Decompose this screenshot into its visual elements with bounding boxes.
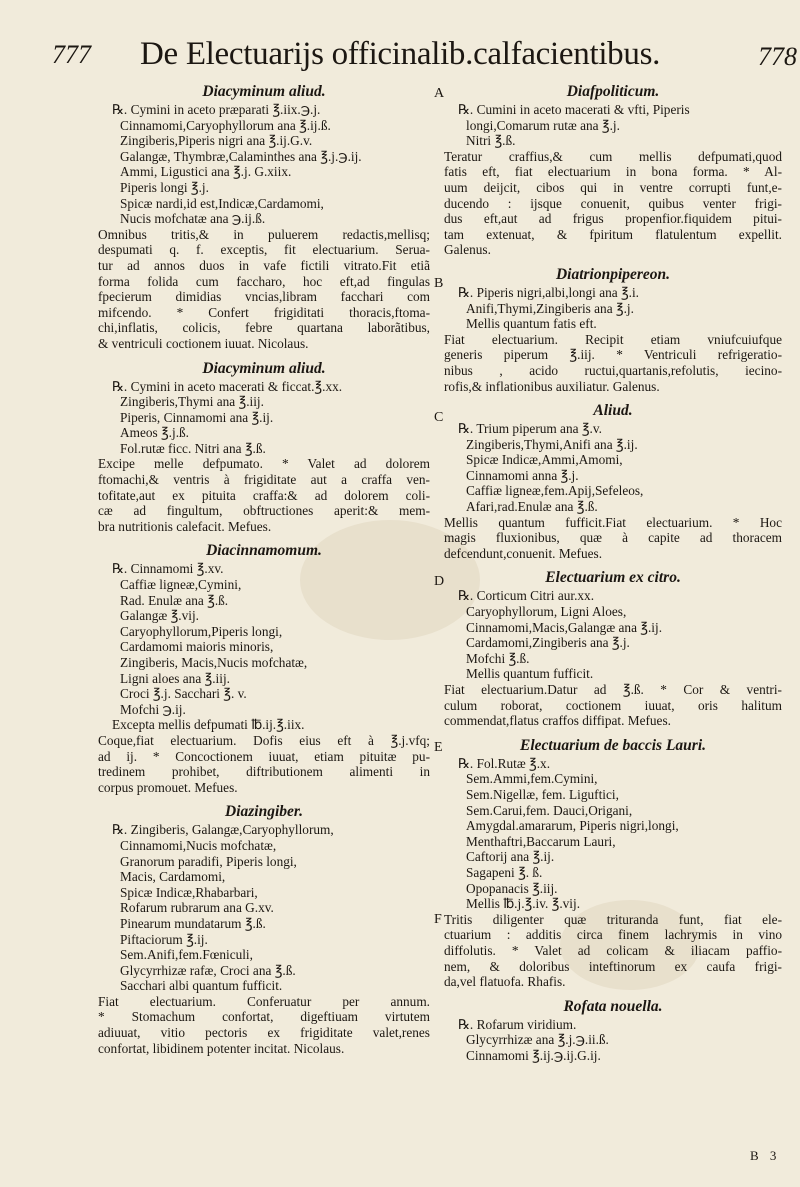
text-line: Mellis quantum fufficit.Fiat electuarium. * Hoc <box>444 514 782 530</box>
text-line: Cinnamomi ℥.ij.℈.ij.G.ij. <box>466 1047 601 1063</box>
text-line: tredinem prohibet, diftributionem alimenti in <box>98 764 430 780</box>
text-line: commendat,flatus craffos diffipat. Mefues. <box>444 713 671 729</box>
text-line: Menthaftri,Baccarum Lauri, <box>466 833 616 849</box>
recipe-heading: Diacinnamomum. <box>206 542 322 560</box>
text-line: Fiat electuarium.Datur ad ℥.ß. * Cor & ventri- <box>444 682 782 697</box>
text-line: Amygdal.amararum, Piperis nigri,longi, <box>466 818 679 834</box>
recipe-heading: Electuarium ex citro. <box>545 569 681 587</box>
text-line: Sem.Anifi,fem.Fœniculi, <box>120 947 253 963</box>
text-line: Piftaciorum ℥.ij. <box>120 931 208 947</box>
text-line: ℞. Cumini in aceto macerati & vfti, Piperis <box>458 102 690 117</box>
text-line: Zingiberis,Thymi ana ℥.iij. <box>120 394 264 410</box>
text-line: Fiat electuarium. Conferuatur per annum. <box>98 993 430 1009</box>
page-number-right: 778 <box>758 42 797 71</box>
running-head <box>40 36 800 80</box>
text-line: adiuuat, vitio pectoris ex frigiditate valet,renes <box>98 1025 430 1041</box>
text-line: fatis eft, fiat electuarium in bona forma. * Al- <box>444 164 782 180</box>
text-line: Mofchi ℥.ß. <box>466 650 530 666</box>
text-line: ℞. Piperis nigri,albi,longi ana ℥.i. <box>458 284 639 300</box>
text-line: chi,inflatis, colicis, febre quartana laborãtibus, <box>98 320 430 336</box>
recipe-heading: Diacyminum aliud. <box>202 359 326 377</box>
text-line: Ammi, Ligustici ana ℥.j. G.xiix. <box>120 164 292 180</box>
text-line: Fol.rutæ ficc. Nitri ana ℥.ß. <box>120 440 266 456</box>
text-line: ftomachi,& ventris à frigiditate aut a craffa ven- <box>98 472 430 488</box>
text-line: Caryophyllorum,Piperis longi, <box>120 623 283 639</box>
text-line: Granorum paradifi, Piperis longi, <box>120 853 297 869</box>
text-line: nibus , acido ructui,quartanis,refolutis, iecino- <box>444 362 782 378</box>
text-line: Caffiæ ligneæ,Cymini, <box>120 577 242 593</box>
text-line: Caryophyllorum, Ligni Aloes, <box>466 604 627 620</box>
text-line: Galangæ, Thymbræ,Calaminthes ana ℥.j.℈.ij. <box>120 148 362 164</box>
text-line: ℞. Corticum Citri aur.xx. <box>458 588 595 604</box>
margin-letter-f: F <box>434 912 442 927</box>
text-line: Coque,fiat electuarium. Dofis eius eft à ℥.j.vfq; <box>98 732 430 748</box>
text-line: Mellis ℔.j.℥.iv. ℥.vij. <box>466 896 581 912</box>
text-line: Cinnamomi,Caryophyllorum ana ℥.ij.ß. <box>120 117 331 133</box>
text-line: ℞. Cymini in aceto præparati ℥.iix.℈.j. <box>112 102 321 117</box>
text-line: rofis,& inflationibus auxiliatur. Galenus. <box>444 378 660 394</box>
text-line: Anifi,Thymi,Zingiberis ana ℥.j. <box>466 300 634 316</box>
page-number-left: 777 <box>52 40 91 69</box>
margin-letter-b: B <box>434 276 444 291</box>
text-line: Galenus. <box>444 242 491 258</box>
text-line: Teratur craffius,& cum mellis defpumati,quod <box>444 148 782 164</box>
text-line: ℞. Cinnamomi ℥.xv. <box>112 561 224 577</box>
text-line: confortat, libidinem potenter incitat. Nicolaus. <box>98 1040 345 1056</box>
text-line: Spicæ Indicæ,Rhabarbari, <box>120 884 258 900</box>
text-line: Croci ℥.j. Sacchari ℥. v. <box>120 686 247 702</box>
text-line: Glycyrrhizæ ana ℥.j.℈.ii.ß. <box>466 1032 609 1048</box>
margin-letter-a: A <box>434 86 445 101</box>
text-line: Cinnamomi,Macis,Galangæ ana ℥.ij. <box>466 619 663 635</box>
text-line: longi,Comarum rutæ ana ℥.j. <box>466 117 620 133</box>
text-line: Afari,rad.Enulæ ana ℥.ß. <box>466 499 598 515</box>
text-line: Tritis diligenter quæ trituranda funt, fiat ele- <box>444 911 782 927</box>
text-line: Piperis longi ℥.j. <box>120 179 209 195</box>
text-line: bra nutritionis calefacit. Mefues. <box>98 518 272 534</box>
text-line: diffolutis. * Valet ad colicam & iliacam paffio- <box>444 942 782 958</box>
text-line: Caffiæ ligneæ,fem.Apij,Sefeleos, <box>466 483 644 499</box>
text-line: fpecierum dimidias vncias,libram facchari com <box>98 289 430 305</box>
text-line: da,vel flatuofa. Rhafis. <box>444 974 566 990</box>
text-line: Fiat electuarium. Recipit etiam vniufcuiufque <box>444 331 782 347</box>
text-line: despumati q. f. exceptis, fit electuarium. Serua- <box>98 242 430 258</box>
text-line: Pinearum mundatarum ℥.ß. <box>120 915 266 931</box>
text-line: ctuarium : additis circa finem lachrymis in vino <box>444 927 782 943</box>
text-line: * Stomachum confortat, digeftiuam virtutem <box>98 1009 430 1025</box>
page-title: De Electuarijs officinalib.calfacientibus. <box>140 36 661 72</box>
recipe-heading: Diafpoliticum. <box>566 83 660 100</box>
text-line: forma folida cum faccharo, hoc eft,ad fingulas <box>98 273 430 289</box>
text-line: Zingiberis, Macis,Nucis mofchatæ, <box>120 655 308 670</box>
recipe-heading: Diacyminum aliud. <box>202 83 326 100</box>
text-line: Spicæ nardi,id est,Indicæ,Cardamomi, <box>120 195 324 211</box>
text-line: corpus promouet. Mefues. <box>98 779 238 795</box>
text-line: ℞. Zingiberis, Galangæ,Caryophyllorum, <box>112 822 334 838</box>
recipe-heading: Electuarium de baccis Lauri. <box>520 736 706 754</box>
text-line: dus eft,aut ad frigus propenfior.fiquidem pitui- <box>444 211 782 227</box>
text-line: ℞. Trium piperum ana ℥.v. <box>458 421 602 437</box>
text-line: ℞. Cymini in aceto macerati & ficcat.℥.xx. <box>112 378 343 394</box>
text-line: generis piperum ℥.iij. * Ventriculi refrigeratio- <box>444 347 782 363</box>
text-line: magis fluxionibus, quæ à capite ad thoracem <box>444 530 782 546</box>
text-line: nem, & doloribus inteftinorum ex caufa frigi- <box>444 958 782 974</box>
text-line: tam extenuat, & fpiritum flatulentum expellit. <box>444 226 782 242</box>
text-line: Galangæ ℥.vij. <box>120 608 199 624</box>
text-line: & ventriculi coctionem iuuat. Nicolaus. <box>98 335 309 351</box>
text-line: Excepta mellis defpumati ℔.ij.℥.iix. <box>112 717 305 733</box>
recipe-heading: Aliud. <box>593 402 633 420</box>
text-line: Rofarum rubrarum ana G.xv. <box>120 900 274 916</box>
text-line: Cardamomi,Zingiberis ana ℥.j. <box>466 635 630 651</box>
text-line: ducendo : ijsque conuenit, quibus venter frigi- <box>444 195 782 211</box>
text-line: Sem.Ammi,fem.Cymini, <box>466 771 598 787</box>
text-line: Mellis quantum fufficit. <box>466 666 594 682</box>
text-line: Nitri ℥.ß. <box>466 133 516 149</box>
text-line: Ameos ℥.j.ß. <box>120 425 189 441</box>
recipe-heading: Rofata nouella. <box>563 997 663 1015</box>
text-line: Sacchari albi quantum fufficit. <box>120 978 283 994</box>
margin-letter-e: E <box>434 740 443 755</box>
right-column <box>444 82 782 1063</box>
text-line: cæ ad fingultum, obftructiones aperit:& mem- <box>98 503 430 519</box>
text-line: ad ij. * Concoctionem iuuat, etiam pituitæ pu- <box>98 748 430 764</box>
text-line: Macis, Cardamomi, <box>120 869 226 885</box>
text-line: tur ad annos duos in vafe fictili vitrato.Fit etiã <box>98 257 430 273</box>
text-line: Sem.Carui,fem. Dauci,Origani, <box>466 802 633 818</box>
text-line: Sem.Nigellæ, fem. Liguftici, <box>466 786 619 802</box>
text-line: Cinnamomi,Nucis mofchatæ, <box>120 837 277 853</box>
margin-letter-c: C <box>434 410 444 425</box>
margin-letter-d: D <box>434 574 445 589</box>
text-line: Glycyrrhizæ rafæ, Croci ana ℥.ß. <box>120 962 296 978</box>
text-line: Opopanacis ℥.iij. <box>466 880 558 896</box>
text-line: Mellis quantum fatis eft. <box>466 316 597 332</box>
text-line: Piperis, Cinnamomi ana ℥.ij. <box>120 409 274 425</box>
text-line: ℞. Rofarum viridium. <box>458 1016 577 1032</box>
text-line: Nucis mofchatæ ana ℈.ij.ß. <box>120 211 266 227</box>
text-line: Sagapeni ℥. ß. <box>466 864 543 880</box>
text-line: Cinnamomi anna ℥.j. <box>466 467 579 483</box>
text-line: Rad. Enulæ ana ℥.ß. <box>120 592 229 608</box>
recipe-heading: Diatrionpipereon. <box>555 265 671 283</box>
text-line: culum roborat, coctionem iuuat, oris halitum <box>444 697 782 713</box>
text-line: defcendunt,conuenit. Mefues. <box>444 545 603 561</box>
text-line: uum deijcit, cibos qui in ventre corrupti funt,e- <box>444 179 782 195</box>
text-line: Omnibus tritis,& in puluerem redactis,mellisq; <box>98 226 430 242</box>
text-line: Ligni aloes ana ℥.iij. <box>120 670 230 686</box>
text-line: tofitate,aut ex pituita craffa:& ad dolorem coli- <box>98 487 430 503</box>
recipe-heading: Diazingiber. <box>225 803 303 821</box>
text-line: mifcendo. * Confert frigiditati thoracis,ftoma- <box>98 304 430 320</box>
signature-mark: B 3 <box>750 1148 781 1163</box>
text-line: Zingiberis,Piperis nigri ana ℥.ij.G.v. <box>120 133 313 149</box>
text-line: Zingiberis,Thymi,Anifi ana ℥.ij. <box>466 436 638 452</box>
text-line: Cardamomi maioris minoris, <box>120 639 274 655</box>
text-line: ℞. Fol.Rutæ ℥.x. <box>458 755 551 771</box>
text-line: Mofchi ℈.ij. <box>120 701 186 717</box>
text-line: Spicæ Indicæ,Ammi,Amomi, <box>466 452 623 468</box>
left-column <box>98 82 430 1056</box>
text-line: Caftorij ana ℥.ij. <box>466 849 555 865</box>
text-line: Excipe melle defpumato. * Valet ad dolorem <box>98 456 430 472</box>
